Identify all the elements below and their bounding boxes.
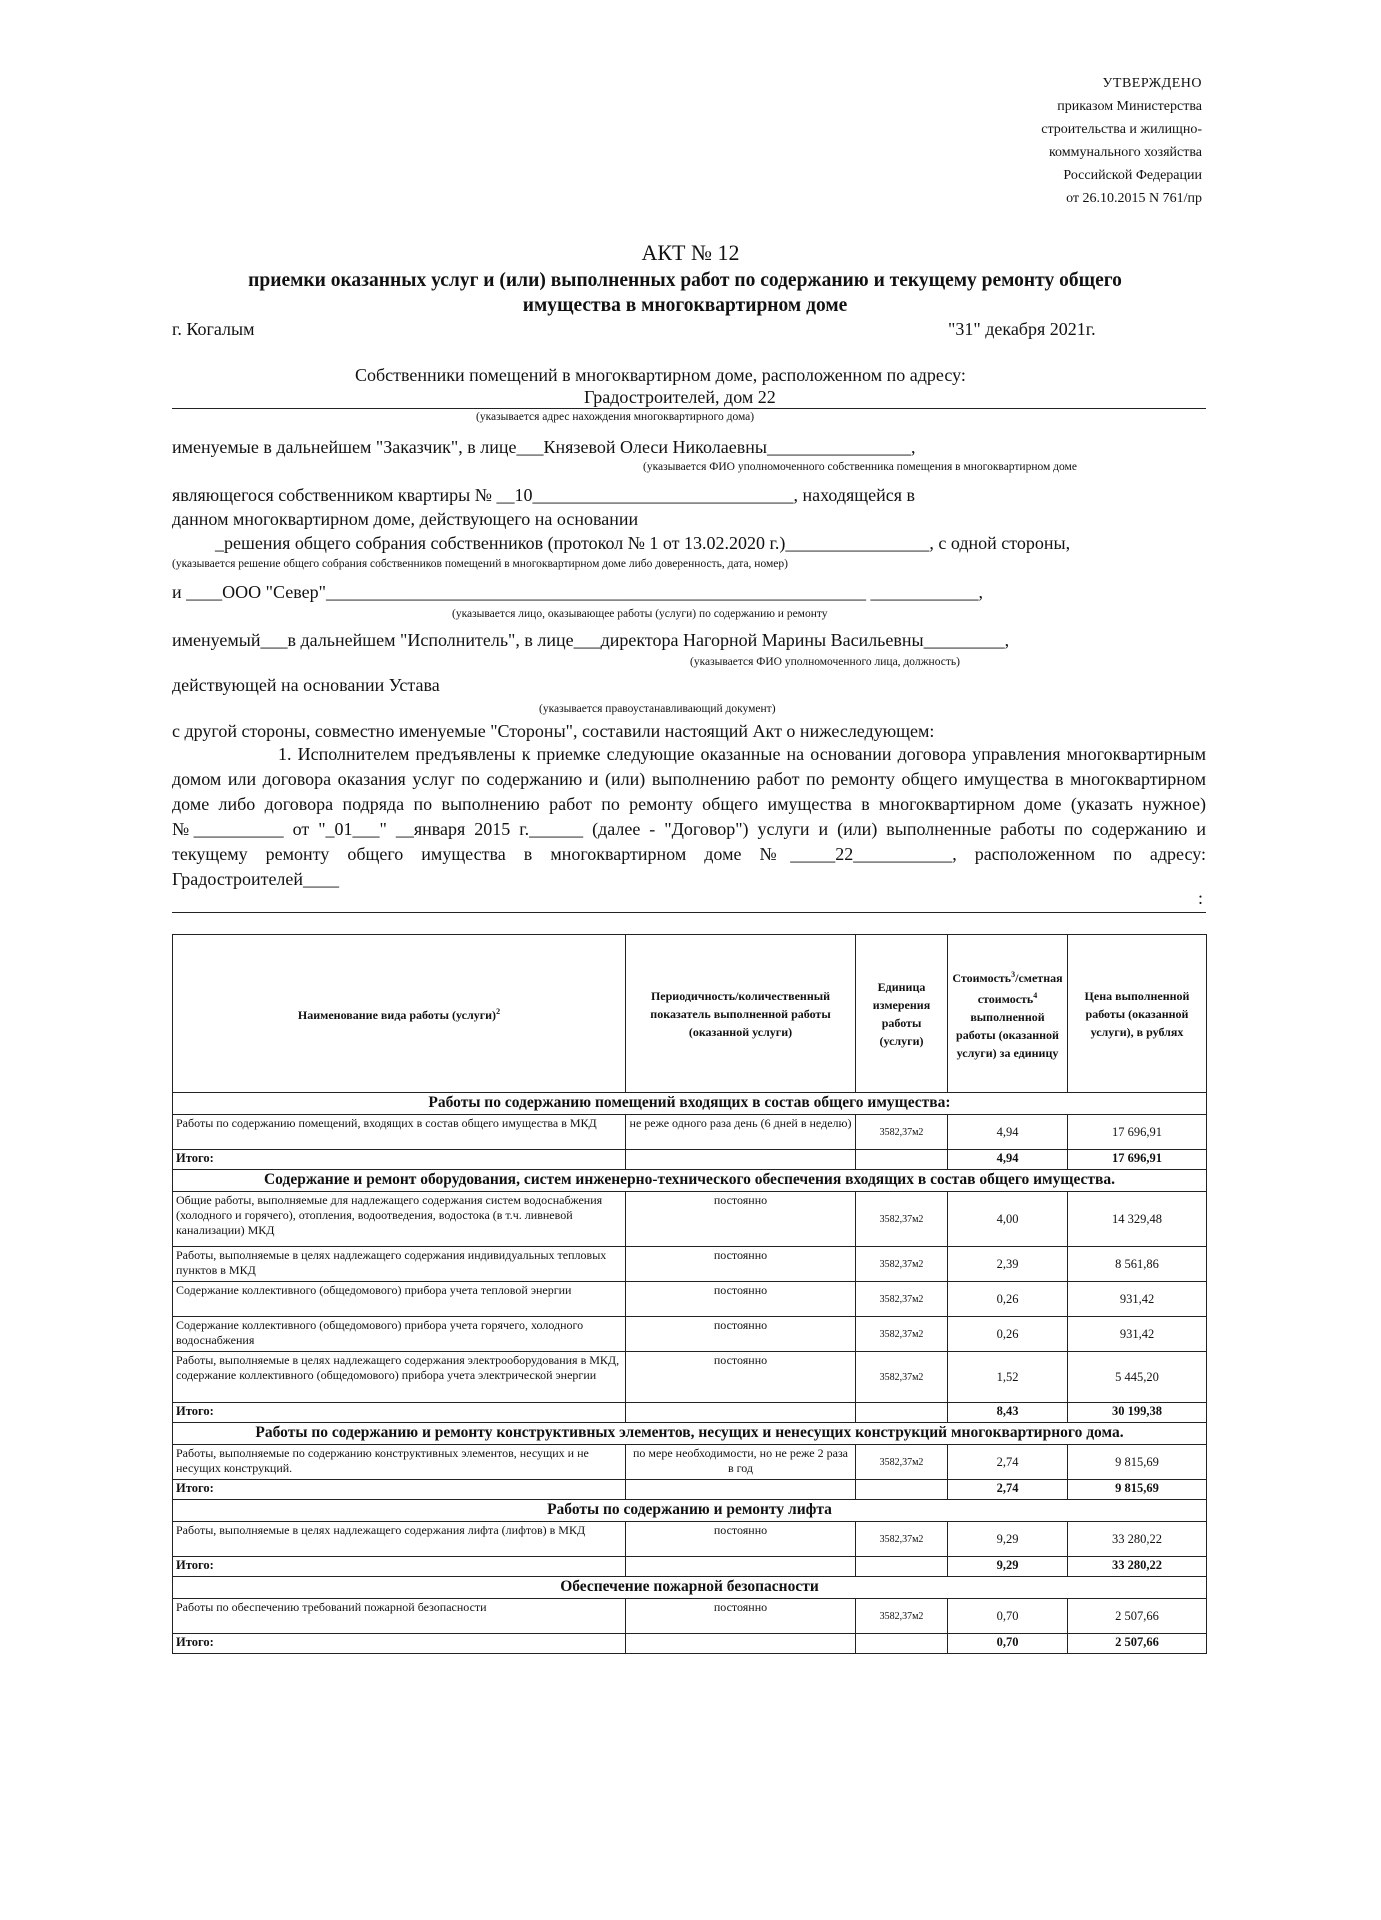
section-title: Работы по содержанию помещений входящих в состав общего имущества: (173, 1093, 1207, 1115)
approval-line: приказом Министерства (1057, 99, 1202, 114)
work-period: не реже одного раза день (6 дней в неделю) (626, 1115, 856, 1150)
header-cost: Стоимость$^3$/сметная стоимость$^4$ выполненной работы (оказанной услуги) за единицу (948, 935, 1068, 1093)
work-price: 2 507,66 (1068, 1599, 1207, 1634)
work-cost: 4,00 (948, 1192, 1068, 1247)
table-row (173, 1317, 1207, 1352)
total-cost: 0,70 (948, 1634, 1068, 1654)
table-row (173, 1282, 1207, 1317)
contractor-hint: (указывается лицо, оказывающее работы (услуги) по содержанию и ремонту (452, 608, 828, 620)
address-hint: (указывается адрес нахождения многоквартирного дома) (476, 411, 755, 423)
work-unit: 3582,37м2 (856, 1445, 948, 1480)
work-period: постоянно (626, 1192, 856, 1247)
empty-cell (626, 1480, 856, 1500)
total-row (173, 1480, 1207, 1500)
works-table-body (173, 1093, 1207, 1654)
section-title: Работы по содержанию и ремонту конструктивных элементов, несущих и ненесущих конструкций многоквартирного дома. (173, 1423, 1207, 1445)
paragraph-1: 1. Исполнителем предъявлены к приемке следующие оказанные на основании договора управления многоквартирным домом или договора оказания услуг по содержанию и (или) выполнению работ по ремонту общего имущества в многоквартирном доме либо договора подряда по выполнению работ по ремонту общего имущества в многоквартирном доме (указать нужное) №__________ от "_01___" __января 2015 г.______ (далее - "Договор") услуги и (или) выполненные работы по содержанию и текущему ремонту общего имущества в многоквартирном доме №_____22___________, расположенном по адресу: Градостроителей____ (172, 744, 1206, 889)
header-unit: Единица измерения работы (услуги) (856, 935, 948, 1093)
work-price: 33 280,22 (1068, 1522, 1207, 1557)
customer-hint: (указывается ФИО уполномоченного собственника помещения в многоквартирном доме (643, 461, 1077, 473)
section-title: Содержание и ремонт оборудования, систем инженерно-технического обеспечения входящих в состав общего имущества. (173, 1170, 1207, 1192)
empty-cell (626, 1634, 856, 1654)
table-row (173, 1522, 1207, 1557)
work-unit: 3582,37м2 (856, 1247, 948, 1282)
owners-line: Собственники помещений в многоквартирном доме, расположенном по адресу: (355, 365, 966, 385)
act-date: "31" декабря 2021г. (948, 319, 1096, 339)
total-row (173, 1557, 1207, 1577)
approval-line: Российской Федерации (1063, 168, 1202, 183)
table-row (173, 1599, 1207, 1634)
total-price: 17 696,91 (1068, 1150, 1207, 1170)
approval-block (1041, 72, 1202, 210)
approval-line: от 26.10.2015 N 761/пр (1066, 191, 1202, 206)
executor-prefix: именуемый___в дальнейшем "Исполнитель", в лице___ (172, 630, 601, 650)
contractor-suffix: ____________________________________________________________ ____________, (325, 582, 983, 602)
work-period: постоянно (626, 1522, 856, 1557)
work-name: Общие работы, выполняемые для надлежащего содержания систем водоснабжения (холодного и горячего), отопления, водоотведения, водостока (в т.ч. ливневой канализации) МКД (173, 1192, 626, 1247)
total-price: 33 280,22 (1068, 1557, 1207, 1577)
flat-prefix: являющегося собственником квартиры № __ (172, 485, 515, 505)
total-label: Итого: (173, 1634, 626, 1654)
work-unit: 3582,37м2 (856, 1115, 948, 1150)
acting-basis: действующей на основании Устава (172, 675, 440, 695)
contractor-line (172, 582, 983, 603)
owners-address: Градостроителей, дом 22 (584, 387, 776, 407)
total-row (173, 1403, 1207, 1423)
work-price: 17 696,91 (1068, 1115, 1207, 1150)
basis-text: _решения общего собрания собственников (протокол № 1 от 13.02.2020 г.) (215, 533, 786, 553)
total-row (173, 1634, 1207, 1654)
other-side-line: с другой стороны, совместно именуемые "Стороны", составили настоящий Акт о нижеследующем: (172, 721, 935, 741)
work-unit: 3582,37м2 (856, 1317, 948, 1352)
work-price: 931,42 (1068, 1317, 1207, 1352)
work-period: постоянно (626, 1352, 856, 1403)
basis-line: данном многоквартирном доме, действующего на основании (172, 509, 639, 529)
customer-name: Князевой Олеси Николаевны (543, 437, 767, 457)
empty-cell (856, 1634, 948, 1654)
table-row (173, 1115, 1207, 1150)
work-price: 931,42 (1068, 1282, 1207, 1317)
total-label: Итого: (173, 1480, 626, 1500)
section-header-row (173, 1423, 1207, 1445)
table-row (173, 1445, 1207, 1480)
section-title: Обеспечение пожарной безопасности (173, 1577, 1207, 1599)
paragraph-colon: : (1198, 888, 1204, 908)
header-name: Наименование вида работы (услуги)$^2$ (173, 935, 626, 1093)
contractor-name: ООО "Север" (222, 582, 326, 602)
work-period: постоянно (626, 1599, 856, 1634)
table-row (173, 1247, 1207, 1282)
total-row (173, 1150, 1207, 1170)
work-cost: 9,29 (948, 1522, 1068, 1557)
executor-hint: (указывается ФИО уполномоченного лица, должность) (690, 656, 960, 668)
work-period: по мере необходимости, но не реже 2 раза в год (626, 1445, 856, 1480)
work-name: Содержание коллективного (общедомового) прибора учета тепловой энергии (173, 1282, 626, 1317)
header-price: Цена выполненной работы (оказанной услуги), в рублях (1068, 935, 1207, 1093)
work-name: Работы, выполняемые в целях надлежащего содержания лифта (лифтов) в МКД (173, 1522, 626, 1557)
work-cost: 0,26 (948, 1282, 1068, 1317)
approval-head: УТВЕРЖДЕНО (1102, 76, 1202, 91)
work-name: Работы по обеспечению требований пожарной безопасности (173, 1599, 626, 1634)
work-cost: 2,39 (948, 1247, 1068, 1282)
executor-person: директора Нагорной Марины Васильевны (600, 630, 924, 650)
work-name: Работы, выполняемые в целях надлежащего содержания индивидуальных тепловых пунктов в МКД (173, 1247, 626, 1282)
total-label: Итого: (173, 1557, 626, 1577)
basis-hint: (указывается решение общего собрания собственников помещений в многоквартирном доме либо доверенность, дата, номер) (172, 558, 788, 570)
customer-prefix: именуемые в дальнейшем "Заказчик", в лице___ (172, 437, 544, 457)
section-title: Работы по содержанию и ремонту лифта (173, 1500, 1207, 1522)
work-unit: 3582,37м2 (856, 1599, 948, 1634)
work-unit: 3582,37м2 (856, 1192, 948, 1247)
act-city: г. Когалым (172, 319, 255, 339)
work-name: Работы, выполняемые по содержанию конструктивных элементов, несущих и не несущих конструкций. (173, 1445, 626, 1480)
total-label: Итого: (173, 1150, 626, 1170)
table-row (173, 1192, 1207, 1247)
empty-cell (626, 1150, 856, 1170)
empty-cell (856, 1480, 948, 1500)
act-number: АКТ № 12 (641, 240, 740, 265)
flat-suffix: _____________________________, находящейся в (532, 485, 916, 505)
total-label: Итого: (173, 1403, 626, 1423)
customer-line (172, 437, 915, 458)
empty-cell (856, 1403, 948, 1423)
work-period: постоянно (626, 1247, 856, 1282)
customer-suffix: ________________, (766, 437, 916, 457)
work-period: постоянно (626, 1282, 856, 1317)
flat-number: 10 (514, 485, 533, 505)
works-table (172, 934, 1207, 1654)
work-name: Работы по содержанию помещений, входящих в состав общего имущества в МКД (173, 1115, 626, 1150)
work-cost: 1,52 (948, 1352, 1068, 1403)
total-cost: 4,94 (948, 1150, 1068, 1170)
basis-suffix: ________________, с одной стороны, (785, 533, 1071, 553)
act-subtitle: приемки оказанных услуг и (или) выполненных работ по содержанию и текущему ремонту общего имущества в многоквартирном доме (248, 270, 1122, 316)
work-cost: 0,70 (948, 1599, 1068, 1634)
work-cost: 4,94 (948, 1115, 1068, 1150)
approval-line: строительства и жилищно- (1041, 122, 1202, 137)
empty-cell (856, 1557, 948, 1577)
section-header-row (173, 1093, 1207, 1115)
empty-cell (856, 1150, 948, 1170)
work-unit: 3582,37м2 (856, 1352, 948, 1403)
section-header-row (173, 1500, 1207, 1522)
work-price: 5 445,20 (1068, 1352, 1207, 1403)
empty-cell (626, 1557, 856, 1577)
table-row (173, 1352, 1207, 1403)
total-price: 30 199,38 (1068, 1403, 1207, 1423)
executor-line (172, 630, 1009, 651)
work-price: 8 561,86 (1068, 1247, 1207, 1282)
work-name: Работы, выполняемые в целях надлежащего содержания электрооборудования в МКД, содержание коллективного (общедомового) прибора учета электрической энергии (173, 1352, 626, 1403)
work-unit: 3582,37м2 (856, 1282, 948, 1317)
total-price: 2 507,66 (1068, 1634, 1207, 1654)
basis-text-line (215, 533, 1070, 554)
work-price: 9 815,69 (1068, 1445, 1207, 1480)
table-header-row (173, 935, 1207, 1093)
approval-line: коммунального хозяйства (1048, 145, 1202, 160)
work-period: постоянно (626, 1317, 856, 1352)
flat-line (172, 485, 915, 506)
work-cost: 0,26 (948, 1317, 1068, 1352)
total-cost: 9,29 (948, 1557, 1068, 1577)
work-cost: 2,74 (948, 1445, 1068, 1480)
section-header-row (173, 1170, 1207, 1192)
header-period: Периодичность/количественный показатель выполненной работы (оказанной услуги) (626, 935, 856, 1093)
acting-hint: (указывается правоустанавливающий документ) (539, 703, 776, 715)
address-underline (172, 408, 1206, 409)
empty-cell (626, 1403, 856, 1423)
paragraph-underline (172, 912, 1206, 913)
work-unit: 3582,37м2 (856, 1522, 948, 1557)
section-header-row (173, 1577, 1207, 1599)
work-name: Содержание коллективного (общедомового) прибора учета горячего, холодного водоснабжения (173, 1317, 626, 1352)
total-cost: 8,43 (948, 1403, 1068, 1423)
total-cost: 2,74 (948, 1480, 1068, 1500)
contractor-prefix: и ____ (172, 582, 223, 602)
executor-suffix: _________, (923, 630, 1010, 650)
work-price: 14 329,48 (1068, 1192, 1207, 1247)
total-price: 9 815,69 (1068, 1480, 1207, 1500)
